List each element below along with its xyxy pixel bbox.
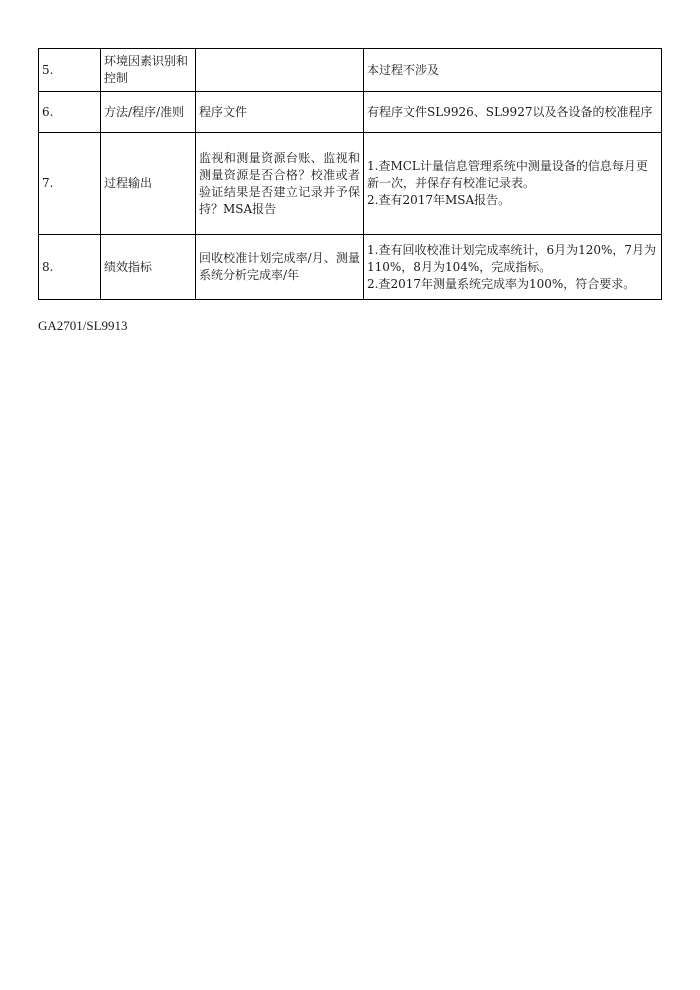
result-line: 本过程不涉及 xyxy=(367,62,440,77)
check-content: 监视和测量资源台账、监视和测量资源是否合格？校准或者验证结果是否建立记录并予保持？MSA报告 xyxy=(196,133,364,235)
audit-table xyxy=(38,48,662,300)
row-number: 7. xyxy=(39,133,101,235)
document-code: GA2701/SL9913 xyxy=(38,318,128,333)
row-number: 5. xyxy=(39,49,101,92)
result-line: 1.查MCL计量信息管理系统中测量设备的信息每月更新一次，并保存有校准记录表。 xyxy=(367,159,648,190)
row-number: 8. xyxy=(39,235,101,300)
process-item: 绩效指标 xyxy=(101,235,196,300)
row-number: 6. xyxy=(39,92,101,133)
table-row xyxy=(39,235,662,300)
result-line: 2.查2017年测量系统完成率为100%，符合要求。 xyxy=(367,276,636,291)
process-item: 方法/程序/准则 xyxy=(101,92,196,133)
process-item: 环境因素识别和控制 xyxy=(101,49,196,92)
process-item: 过程输出 xyxy=(101,133,196,235)
check-content xyxy=(196,49,364,92)
audit-result xyxy=(364,235,662,300)
result-line: 2.查有2017年MSA报告。 xyxy=(367,193,511,207)
check-content: 回收校准计划完成率/月、测量系统分析完成率/年 xyxy=(196,235,364,300)
check-content: 程序文件 xyxy=(196,92,364,133)
audit-result xyxy=(364,92,662,133)
table-row xyxy=(39,92,662,133)
audit-result xyxy=(364,49,662,92)
result-line: 1.查有回收校准计划完成率统计，6月为120%，7月为110%，8月为104%，完成指标。 xyxy=(367,242,657,274)
audit-result xyxy=(364,133,662,235)
table-row xyxy=(39,49,662,92)
result-line: 有程序文件SL9926、SL9927以及各设备的校准程序 xyxy=(367,104,653,119)
table-row xyxy=(39,133,662,235)
